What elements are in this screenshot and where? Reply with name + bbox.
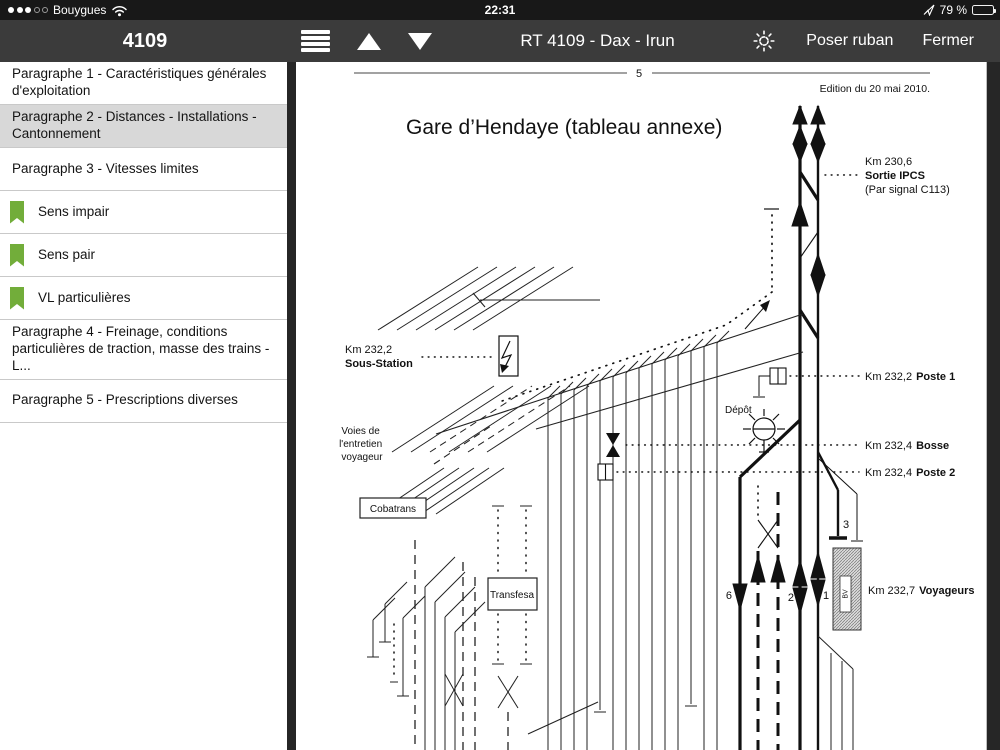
clock-label: 22:31 xyxy=(484,3,516,17)
bookmark-icon xyxy=(10,244,24,267)
sidebar-item-paragraphe-1[interactable]: Paragraphe 1 - Caractéristiques générales d'exploitation xyxy=(0,62,287,105)
sidebar-item-vl-particulieres[interactable]: VL particulières xyxy=(0,277,287,320)
transfesa-tracks xyxy=(492,506,532,750)
edition-label: Edition du 20 mai 2010. xyxy=(819,83,930,95)
page-right-gutter xyxy=(986,62,1000,750)
transfesa-label: Transfesa xyxy=(489,590,535,601)
track-2-label: 2 xyxy=(787,592,794,604)
page-gutter xyxy=(287,62,296,750)
track-6-label: 6 xyxy=(725,590,732,602)
doc-number-label: 4109 xyxy=(122,30,168,52)
menu-icon[interactable] xyxy=(301,30,330,52)
sidebar-item-paragraphe-5[interactable]: Paragraphe 5 - Prescriptions diverses xyxy=(0,380,287,423)
fermer-button[interactable]: Fermer xyxy=(922,32,974,49)
battery-percent-label: 79 % xyxy=(939,3,967,17)
sidebar-item-sens-pair[interactable]: Sens pair xyxy=(0,234,287,277)
bosse-label: Km 232,4 Bosse xyxy=(865,440,950,452)
track-1-label: 1 xyxy=(823,590,830,602)
dotted-boundary xyxy=(502,209,779,401)
voies-entretien-label: Voies de l'entretien voyageur xyxy=(339,426,383,463)
sidebar-item-paragraphe-4[interactable]: Paragraphe 4 - Freinage, conditions particulières de traction, masse des trains - L... xyxy=(0,320,287,380)
sortie-km: Km 230,6 xyxy=(865,156,913,168)
poste2-label: Km 232,4 Poste 2 xyxy=(865,467,956,479)
depot-label: Dépôt xyxy=(725,405,752,416)
toc-sidebar xyxy=(0,62,287,750)
diagram-title: Gare d’Hendaye (tableau annexe) xyxy=(406,116,723,139)
main-tracks xyxy=(792,106,825,750)
track-3-label: 3 xyxy=(843,519,850,531)
document-page[interactable] xyxy=(296,62,986,750)
cobatrans-label: Cobatrans xyxy=(369,504,417,515)
bookmark-icon xyxy=(10,201,24,224)
battery-icon xyxy=(972,5,994,15)
brightness-icon[interactable] xyxy=(751,28,777,54)
left-yard xyxy=(367,540,485,750)
bv-label: BV xyxy=(842,589,850,599)
sidebar-item-sens-impair[interactable]: Sens impair xyxy=(0,191,287,234)
page-number: 5 xyxy=(635,68,643,80)
sous-station-name: Sous-Station xyxy=(345,358,413,370)
sidebar-item-paragraphe-3[interactable]: Paragraphe 3 - Vitesses limites xyxy=(0,148,287,191)
bookmark-icon xyxy=(10,287,24,310)
poste1-label: Km 232,2 Poste 1 xyxy=(865,371,956,383)
document-title: RT 4109 - Dax - Irun xyxy=(520,31,675,50)
sous-station xyxy=(422,336,518,376)
track-diagram xyxy=(296,62,986,750)
content-area xyxy=(0,62,1000,750)
previous-section-button[interactable] xyxy=(357,33,381,50)
sidebar-item-paragraphe-2[interactable]: Paragraphe 2 - Distances - Installations - Cantonnement xyxy=(0,105,287,148)
location-arrow-icon xyxy=(923,4,935,16)
voyageurs-label: Km 232,7 Voyageurs xyxy=(868,585,975,597)
poser-ruban-button[interactable]: Poser ruban xyxy=(806,32,894,49)
carrier-label: Bouygues xyxy=(53,3,107,17)
poste1 xyxy=(753,368,859,397)
nav-bar xyxy=(0,20,1000,62)
status-bar xyxy=(0,0,1000,20)
hump-bosse-icon xyxy=(606,433,620,457)
sortie-name: Sortie IPCS xyxy=(865,170,925,182)
sous-station-km: Km 232,2 xyxy=(345,344,393,356)
next-section-button[interactable] xyxy=(408,33,432,50)
sortie-detail: (Par signal C113) xyxy=(865,184,950,196)
